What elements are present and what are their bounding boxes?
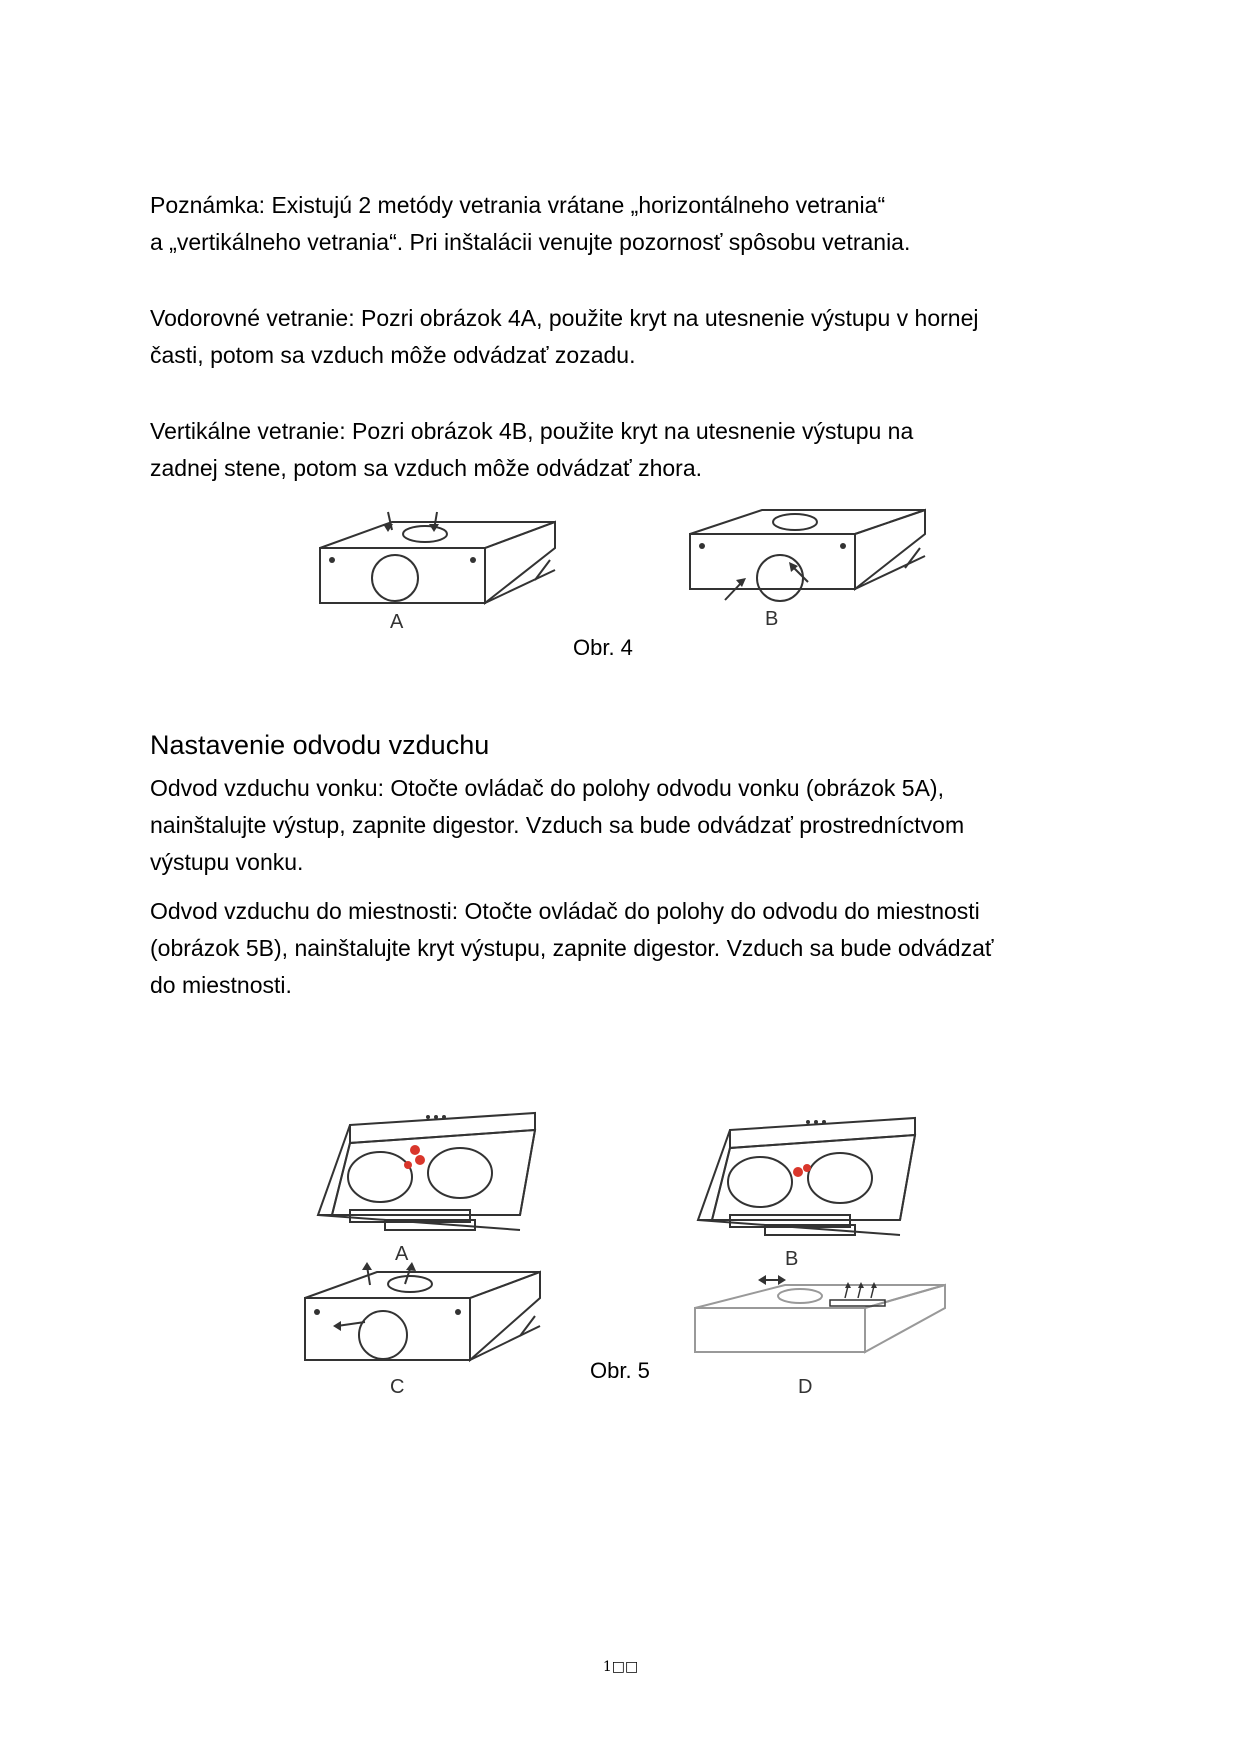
- figure-5-caption: Obr. 5: [590, 1358, 650, 1383]
- page-number: 1□□: [602, 1659, 639, 1675]
- figure-5d: [690, 1260, 950, 1395]
- note-paragraph: [150, 187, 1110, 261]
- hood-underside-a-illustration: [310, 1105, 550, 1265]
- figure-5d-label: D: [798, 1376, 813, 1395]
- inside-line-1: Odvod vzduchu do miestnosti: Otočte ovládač do polohy do odvodu do miestnosti: [150, 898, 980, 924]
- figure-5c-label: C: [390, 1376, 405, 1395]
- vertical-line-1: Vertikálne vetranie: Pozri obrázok 4B, použite kryt na utesnenie výstupu na: [150, 418, 914, 444]
- figure-4a-label: A: [390, 611, 404, 633]
- figure-5b-label: B: [785, 1248, 799, 1270]
- outside-line-3: výstupu vonku.: [150, 849, 304, 875]
- figure-4b-label: B: [765, 608, 779, 630]
- figure-4a: [310, 500, 560, 635]
- hood-horizontal-illustration: [310, 500, 560, 635]
- exhaust-outside-paragraph: [150, 770, 1110, 881]
- hood-vertical-illustration: [680, 500, 930, 635]
- note-line-2: a „vertikálneho vetrania“. Pri inštalácii venujte pozornosť spôsobu vetrania.: [150, 229, 911, 255]
- horizontal-line-1: Vodorovné vetranie: Pozri obrázok 4A, použite kryt na utesnenie výstupu v hornej: [150, 305, 979, 331]
- vertical-venting-paragraph: [150, 413, 1110, 487]
- hood-underside-b-illustration: [690, 1110, 930, 1270]
- inside-line-2: (obrázok 5B), nainštalujte kryt výstupu, zapnite digestor. Vzduch sa bude odvádzať: [150, 935, 994, 961]
- horizontal-line-2: časti, potom sa vzduch môže odvádzať zozadu.: [150, 342, 636, 368]
- exhaust-inside-paragraph: [150, 893, 1110, 1004]
- note-line-1: Poznámka: Existujú 2 metódy vetrania vrátane „horizontálneho vetrania“: [150, 192, 886, 218]
- figure-5a-label: A: [395, 1243, 409, 1265]
- figure-5b: [690, 1110, 930, 1270]
- figure-4b: [680, 500, 930, 635]
- horizontal-venting-paragraph: [150, 300, 1110, 374]
- vertical-line-2: zadnej stene, potom sa vzduch môže odvádzať zhora.: [150, 455, 702, 481]
- figure-4-caption: Obr. 4: [573, 635, 633, 660]
- outside-line-1: Odvod vzduchu vonku: Otočte ovládač do polohy odvodu vonku (obrázok 5A),: [150, 775, 944, 801]
- section-heading: Nastavenie odvodu vzduchu: [150, 730, 490, 760]
- hood-exhaust-c-illustration: [295, 1260, 555, 1395]
- outside-line-2: nainštalujte výstup, zapnite digestor. Vzduch sa bude odvádzať prostredníctvom: [150, 812, 965, 838]
- figure-5a: [310, 1105, 550, 1265]
- figure-5c: [295, 1260, 555, 1395]
- inside-line-3: do miestnosti.: [150, 972, 292, 998]
- hood-exhaust-d-illustration: [690, 1260, 950, 1395]
